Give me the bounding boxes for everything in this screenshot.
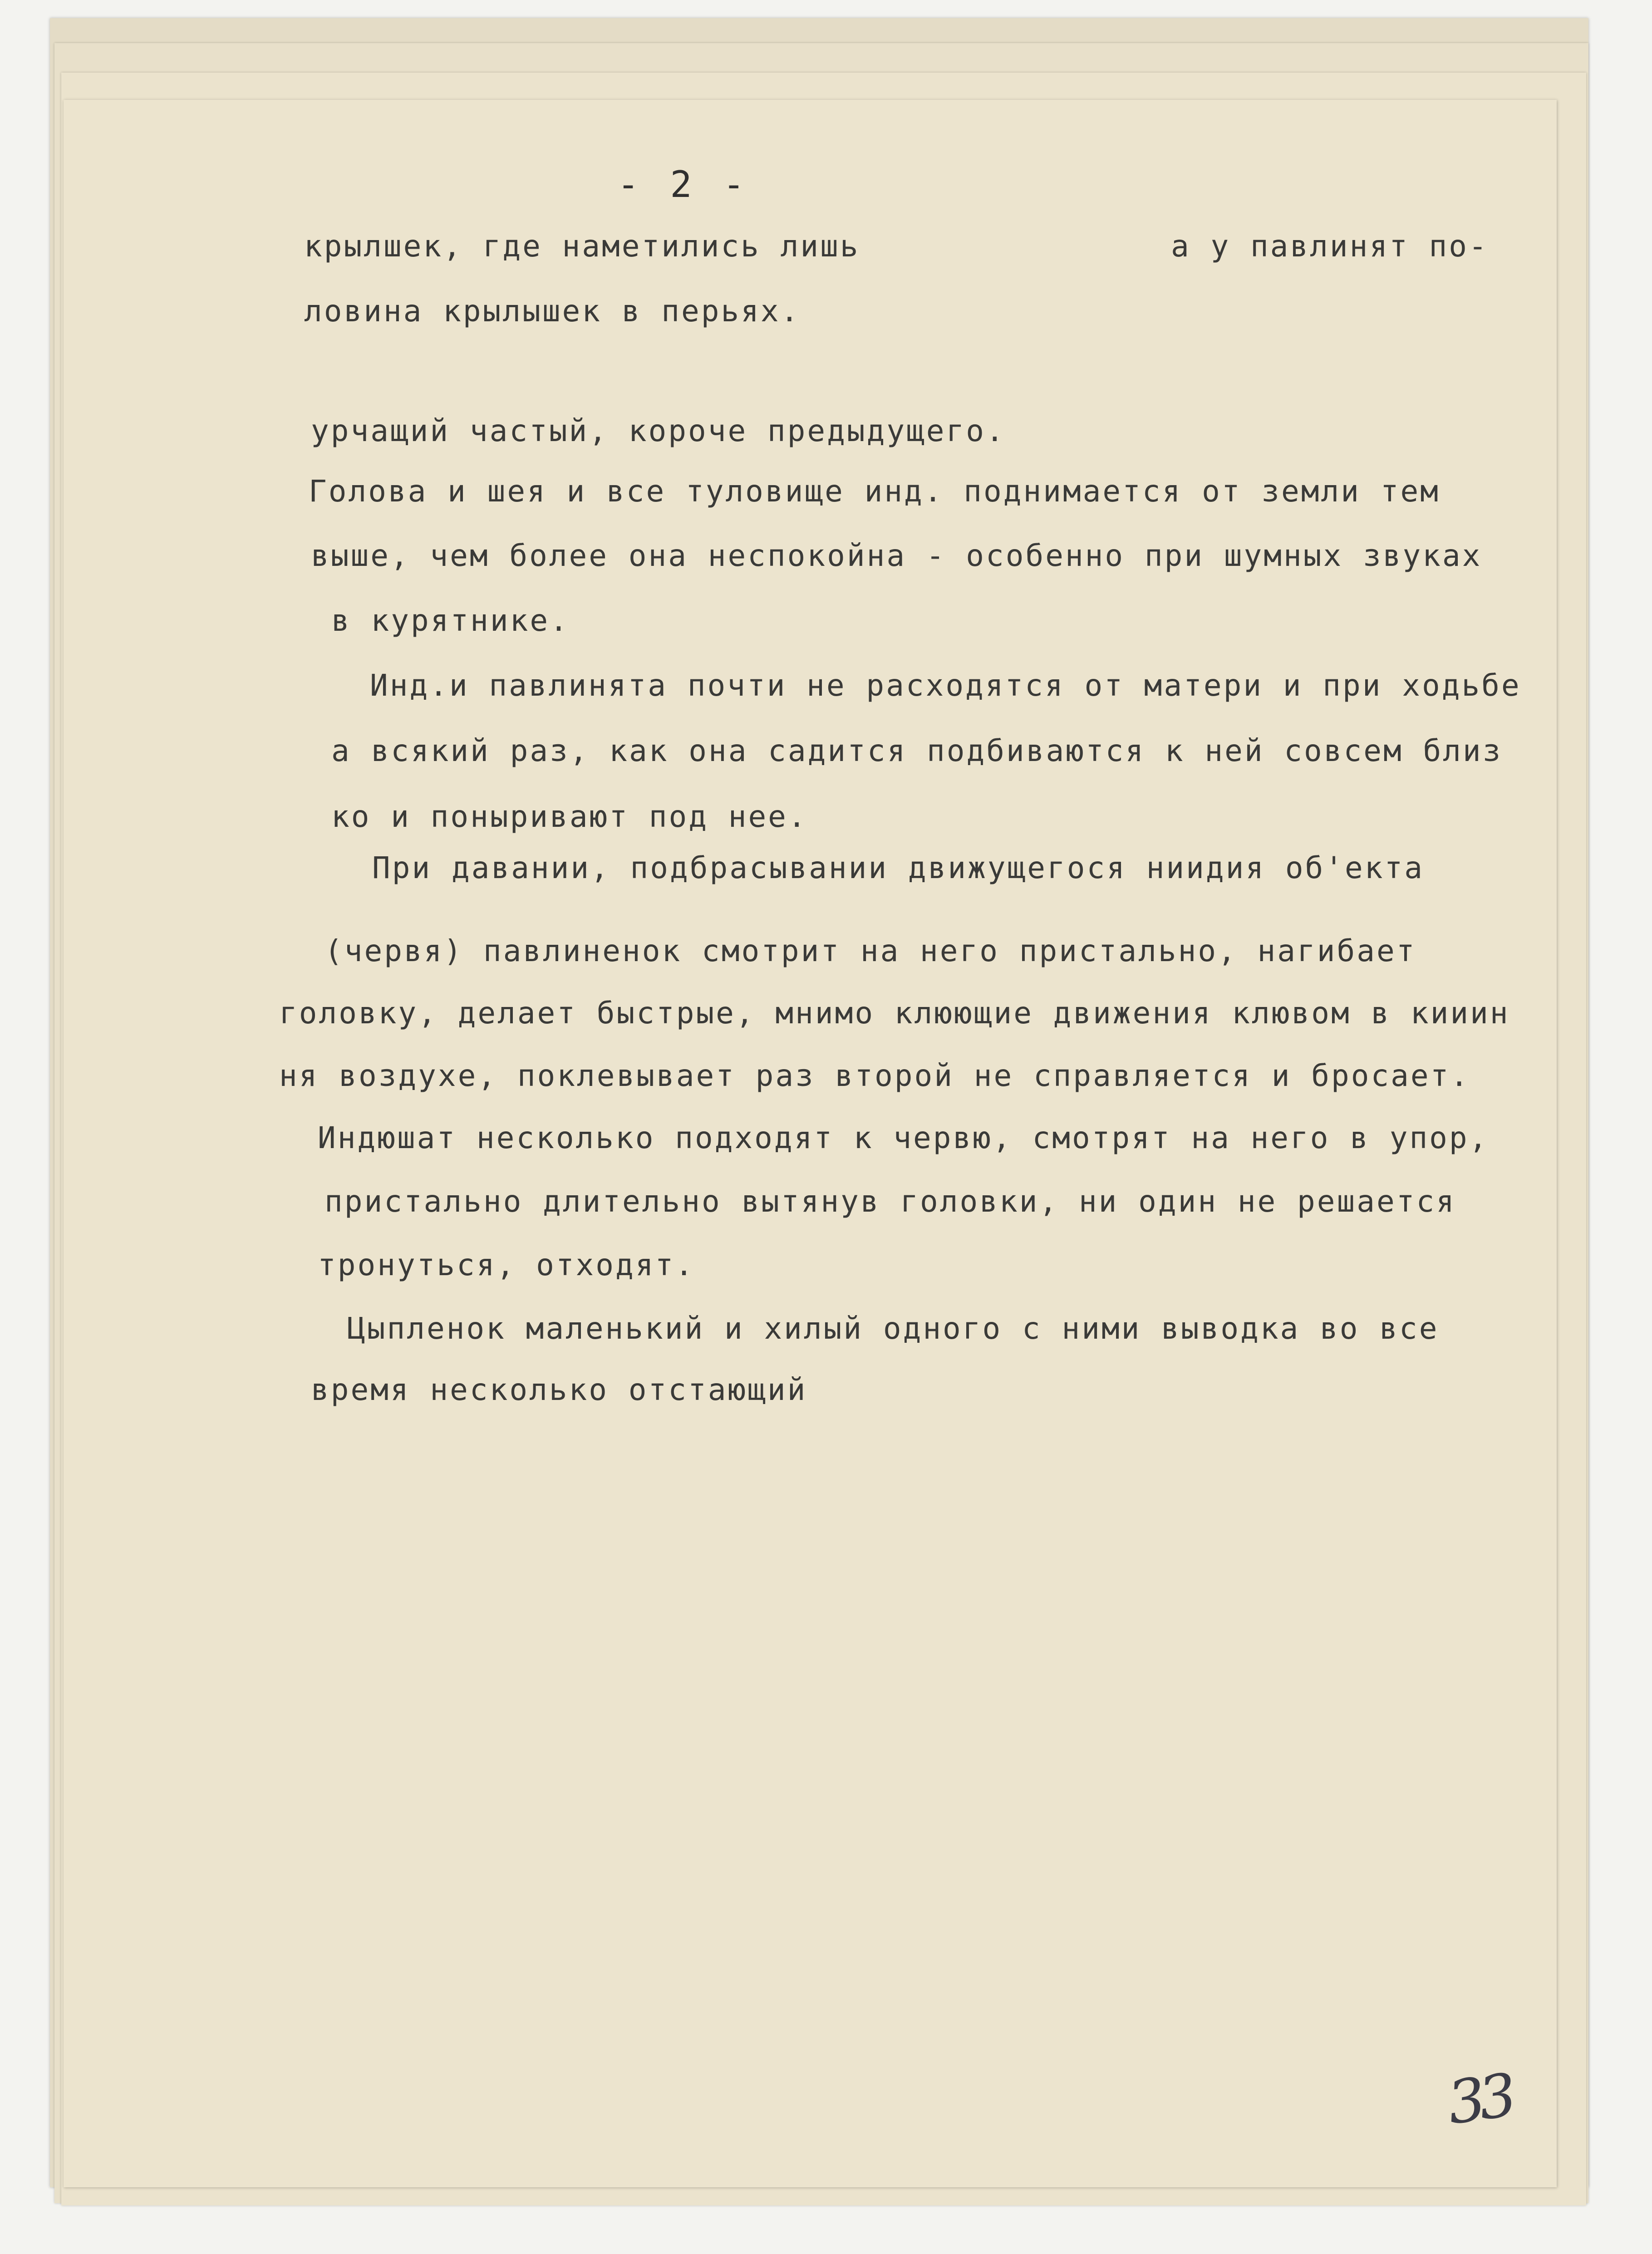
text-line: а всякий раз, как она садится подбиваются к ней совсем близ: [331, 733, 1503, 768]
text-line: Инд.и павлинята почти не расходятся от матери и при ходьбе: [370, 668, 1521, 703]
text-line: выше, чем более она неспокойна - особенно при шумных звуках: [311, 538, 1482, 573]
text-line: ня воздухе, поклевывает раз второй не справляется и бросает.: [279, 1058, 1470, 1093]
text-line: (червя) павлиненок смотрит на него пристально, нагибает: [324, 933, 1416, 968]
text-line: Голова и шея и все туловище инд. поднимается от земли тем: [309, 474, 1440, 509]
text-line: ловина крылышек в перьях.: [304, 294, 801, 329]
text-line: а у павлинят по-: [1171, 229, 1489, 264]
text-line: урчащий частый, короче предыдущего.: [311, 413, 1006, 448]
text-line: тронуться, отходят.: [318, 1247, 695, 1282]
text-line: При давании, подбрасывании движущегося ниидия об'екта: [372, 850, 1424, 885]
text-line: в курятнике.: [331, 603, 570, 638]
text-line: крылшек, где наметились лишь: [304, 229, 860, 264]
page-number: - 2 -: [617, 163, 749, 206]
folio-number: 33: [1443, 2061, 1515, 2138]
document-page: [64, 100, 1557, 2187]
text-line: время несколько отстающий: [311, 1372, 807, 1407]
text-line: Индюшат несколько подходят к червю, смотрят на него в упор,: [318, 1120, 1489, 1155]
text-line: ко и поныривают под нее.: [331, 799, 808, 834]
text-line: пристально длительно вытянув головки, ни один не решается: [324, 1184, 1456, 1219]
text-line: Цыпленок маленький и хилый одного с ними выводка во все: [347, 1311, 1439, 1346]
text-line: головку, делает быстрые, мнимо клюющие движения клювом в кииин: [279, 996, 1510, 1031]
